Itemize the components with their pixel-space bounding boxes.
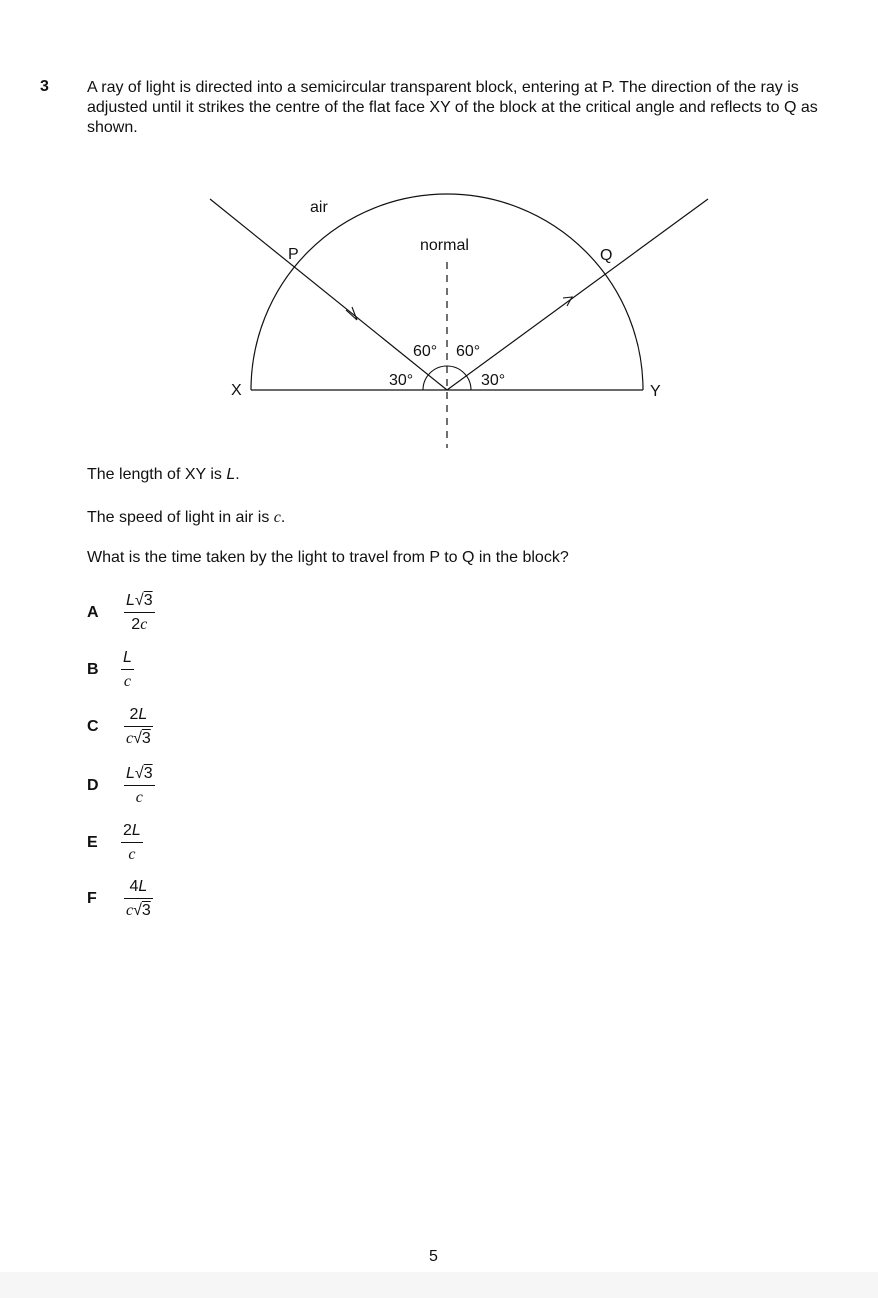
option-letter: F — [87, 890, 97, 907]
fraction-bar — [124, 898, 153, 899]
length-statement — [87, 466, 240, 484]
option-letter: D — [87, 777, 99, 794]
ray-diagram — [0, 180, 878, 460]
fraction-numerator-var: L — [131, 822, 141, 839]
option-c[interactable] — [87, 704, 207, 754]
option-e[interactable] — [87, 820, 207, 870]
footer-band — [0, 1272, 878, 1298]
reflected-ray — [447, 199, 708, 390]
label-angle-left-face: 30° — [389, 372, 414, 389]
fraction-denominator-var: c — [128, 846, 136, 863]
fraction-numerator-var: L — [126, 592, 135, 609]
length-text: The length of XY is — [87, 466, 227, 483]
fraction-denominator-var: c — [126, 730, 134, 747]
fraction-denominator-root: 3 — [141, 730, 151, 747]
length-variable: L — [226, 466, 236, 483]
label-angle-right-face: 30° — [481, 372, 506, 389]
fraction-numerator-var: L — [123, 649, 132, 666]
label-angle-right-normal: 60° — [456, 343, 481, 360]
label-p: P — [288, 246, 299, 263]
question-number: 3 — [40, 78, 49, 95]
option-fraction: 2L c√3 — [126, 706, 151, 747]
fraction-bar — [121, 669, 134, 670]
incident-ray — [210, 199, 447, 390]
option-fraction: 4L c√3 — [126, 878, 151, 919]
speed-period: . — [280, 509, 286, 526]
fraction-numerator-coef: 2 — [123, 822, 132, 839]
option-d[interactable] — [87, 763, 207, 813]
option-fraction — [121, 647, 134, 692]
fraction-denominator-var: c — [126, 902, 134, 919]
fraction-numerator-root: 3 — [143, 592, 153, 609]
label-air: air — [310, 199, 328, 216]
fraction-numerator-var: L — [126, 765, 135, 782]
speed-text: The speed of light in air is — [87, 509, 274, 526]
fraction-denominator-var: c — [140, 616, 148, 633]
fraction-numerator-root: 3 — [143, 765, 153, 782]
fraction-numerator-coef: 2 — [129, 706, 139, 723]
option-fraction — [121, 820, 143, 865]
option-letter: C — [87, 718, 99, 735]
option-letter: A — [87, 604, 99, 621]
length-period: . — [235, 466, 240, 483]
label-y: Y — [650, 383, 661, 400]
label-q: Q — [600, 247, 613, 264]
fraction-bar — [124, 726, 153, 727]
label-angle-left-normal: 60° — [413, 343, 438, 360]
speed-statement — [87, 509, 285, 527]
fraction-bar — [121, 842, 143, 843]
fraction-numerator-coef: 4 — [129, 878, 139, 895]
question-line: What is the time taken by the light to travel from P to Q in the block? — [87, 549, 569, 566]
page-number: 5 — [429, 1248, 438, 1265]
option-fraction: L√3 c — [126, 765, 153, 806]
option-fraction: L√3 2c — [126, 592, 153, 633]
fraction-bar — [124, 612, 155, 613]
fraction-denominator-var: c — [135, 789, 143, 806]
fraction-numerator-var: L — [138, 878, 148, 895]
fraction-denominator-root: 3 — [141, 902, 151, 919]
fraction-denominator-coef: 2 — [131, 616, 141, 633]
option-b[interactable] — [87, 647, 207, 697]
fraction-bar — [124, 785, 155, 786]
question-text: A ray of light is directed into a semicircular transparent block, entering at P. The direction of the ray is adjusted until it strikes the centre of the flat face XY of the block at the critical angle and reflects to Q as shown. — [87, 79, 818, 136]
fraction-denominator-var: c — [123, 673, 131, 690]
speed-variable: c — [273, 509, 281, 526]
option-f[interactable] — [87, 876, 207, 926]
label-normal: normal — [420, 237, 469, 254]
fraction-numerator-var: L — [138, 706, 148, 723]
option-a[interactable] — [87, 590, 207, 640]
label-x: X — [231, 382, 242, 399]
option-letter: E — [87, 834, 98, 851]
option-letter: B — [87, 661, 99, 678]
